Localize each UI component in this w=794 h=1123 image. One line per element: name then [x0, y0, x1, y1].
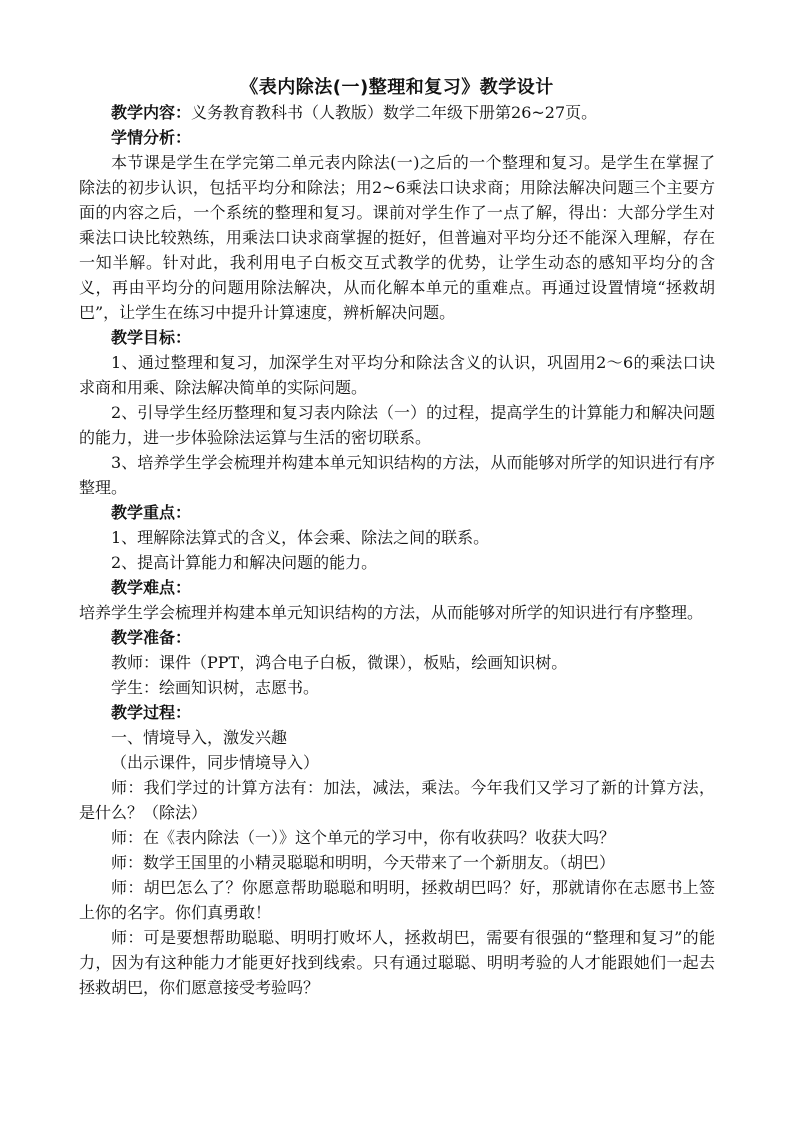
content-line [79, 100, 715, 125]
dialogue-line: 师：在《表内除法（一）》这个单元的学习中，你有收获吗？收获大吗？ [111, 828, 616, 847]
difficulties-heading: 教学难点： [111, 578, 192, 597]
preparation-student: 学生：绘画知识树，志愿书。 [111, 678, 320, 697]
difficulties-text: 培养学生学会梳理并构建本单元知识结构的方法，从而能够对所学的知识进行有序整理。 [79, 603, 704, 622]
preparation-heading: 教学准备： [111, 628, 192, 647]
goal-item: 2、引导学生经历整理和复习表内除法（一）的过程，提高学生的计算能力和解决问题的能力，进一步体验除法运算与生活的密切联系。 [79, 403, 715, 447]
content-text: 义务教育教科书（人教版）数学二年级下册第26~27页。 [191, 103, 598, 122]
dialogue-line: 师：我们学过的计算方法有：加法，减法，乘法。今年我们又学习了新的计算方法，是什么？（除法） [79, 778, 715, 822]
page-title: 《表内除法(一)整理和复习》教学设计 [240, 77, 554, 98]
goals-heading: 教学目标： [111, 328, 192, 347]
dialogue-line: 师：胡巴怎么了？你愿意帮助聪聪和明明，拯救胡巴吗？好，那就请你在志愿书上签上你的名字。你们真勇敢！ [79, 878, 715, 922]
process-note: （出示课件，同步情境导入） [111, 753, 320, 772]
process-heading: 教学过程： [111, 703, 192, 722]
goal-item: 3、培养学生学会梳理并构建本单元知识结构的方法，从而能够对所学的知识进行有序整理。 [79, 453, 715, 497]
document-body [79, 100, 715, 1000]
content-label: 教学内容： [111, 103, 192, 122]
key-points-heading: 教学重点： [111, 503, 192, 522]
analysis-heading: 学情分析： [111, 128, 192, 147]
process-section-title: 一、情境导入，激发兴趣 [111, 728, 288, 747]
key-point-item: 1、理解除法算式的含义，体会乘、除法之间的联系。 [111, 528, 490, 547]
preparation-teacher: 教师：课件（PPT，鸿合电子白板，微课），板贴，绘画知识树。 [111, 653, 568, 672]
analysis-paragraph: 本节课是学生在学完第二单元表内除法(一)之后的一个整理和复习。是学生在掌握了除法的初步认识，包括平均分和除法；用2~6乘法口诀求商；用除法解决问题三个主要方面的内容之后，一个系统的整理和复习。课前对学生作了一点了解，得出：大部分学生对乘法口诀比较熟练，用乘法口诀求商掌握的挺好，但普遍对平均分还不能深入理解，存在一知半解。针对此，我利用电子白板交互式教学的优势，让学生动态的感知平均分的含义，再由平均分的问题用除法解决，从而化解本单元的重难点。再通过设置情境“拯救胡巴”，让学生在练习中提升计算速度，辨析解决问题。 [79, 153, 715, 322]
dialogue-line: 师：数学王国里的小精灵聪聪和明明，今天带来了一个新朋友。（胡巴） [111, 853, 616, 872]
key-point-item: 2、提高计算能力和解决问题的能力。 [111, 553, 378, 572]
goal-item: 1、通过整理和复习，加深学生对平均分和除法含义的认识，巩固用2～6的乘法口诀求商和用乘、除法解决简单的实际问题。 [79, 353, 715, 397]
dialogue-line: 师：可是要想帮助聪聪、明明打败坏人，拯救胡巴，需要有很强的“整理和复习”的能力，因为有这种能力才能更好找到线索。只有通过聪聪、明明考验的人才能跟她们一起去拯救胡巴，你们愿意接受考验吗？ [79, 928, 715, 997]
